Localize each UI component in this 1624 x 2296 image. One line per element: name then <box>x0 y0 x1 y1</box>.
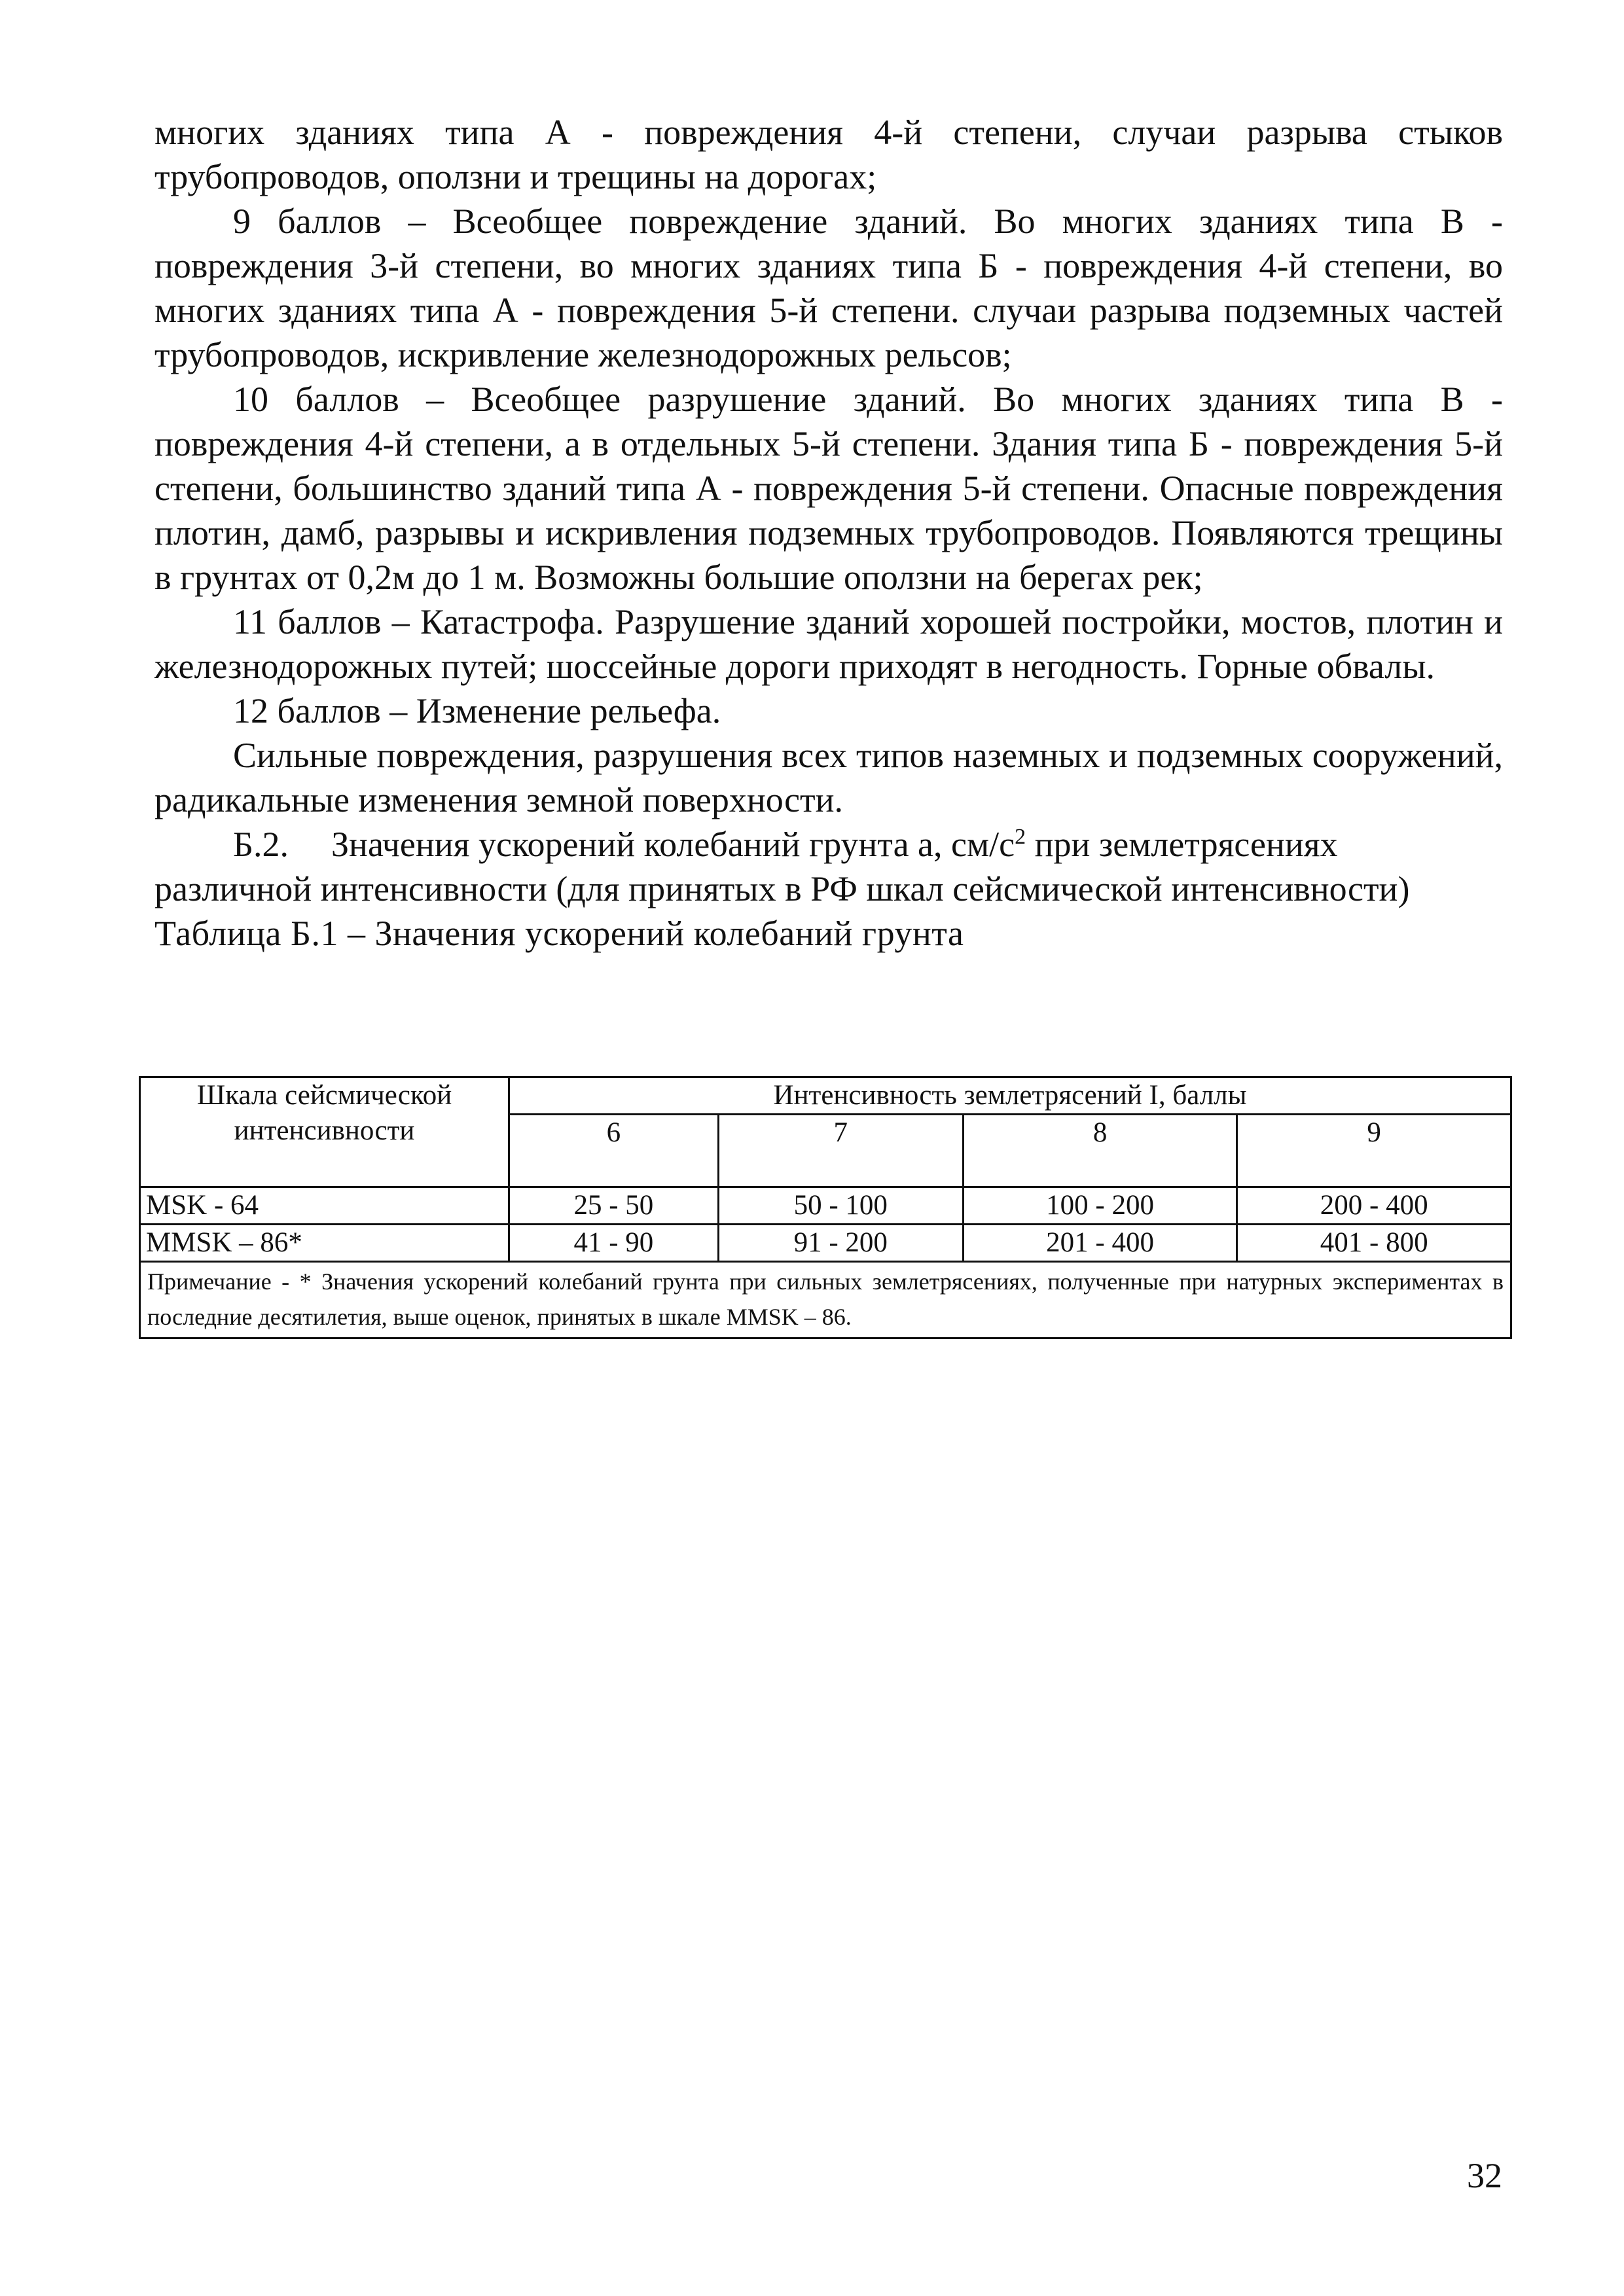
paragraph-strong-damage: Сильные повреждения, разрушения всех типов наземных и подземных сооружений, радикальные изменения земной поверхности. <box>154 736 1503 819</box>
table-cell: 100 - 200 <box>963 1187 1237 1225</box>
table-cell: 25 - 50 <box>509 1187 719 1225</box>
section-b2-heading <box>154 822 1503 911</box>
table-cell: 401 - 800 <box>1237 1225 1511 1262</box>
paragraph-continuation: многих зданиях типа А - повреждения 4-й степени, случаи разрыва стыков трубопроводов, оползни и трещины на дорогах; <box>154 113 1503 196</box>
intensity-column-8: 8 <box>963 1115 1237 1187</box>
intensity-column-9: 9 <box>1237 1115 1511 1187</box>
table-cell: 91 - 200 <box>718 1225 963 1262</box>
intensity-header: Интенсивность землетрясений I, баллы <box>509 1077 1511 1115</box>
table-cell: 201 - 400 <box>963 1225 1237 1262</box>
acceleration-table <box>139 1076 1512 1339</box>
table-cell: 50 - 100 <box>718 1187 963 1225</box>
section-b2-label: Б.2. <box>233 825 289 864</box>
section-b2-superscript: 2 <box>1015 825 1026 849</box>
intensity-column-7: 7 <box>718 1115 963 1187</box>
paragraph-10-points: 10 баллов – Всеобщее разрушение зданий. Во многих зданиях типа В - повреждения 4-й степени, а в отдельных 5-й степени. Здания типа Б - повреждения 5-й степени, большинство зданий типа А - повреждения 5-й степени. Опасные повреждения плотин, дамб, разрывы и искривления подземных трубопроводов. Появляются трещины в грунтах от 0,2м до 1 м. Возможны большие оползни на берегах рек; <box>154 380 1503 597</box>
table-note-row <box>140 1262 1511 1338</box>
body-text <box>154 110 1503 956</box>
table-caption: Таблица Б.1 – Значения ускорений колебаний грунта <box>154 914 964 953</box>
section-b2-text-before: Значения ускорений колебаний грунта a, см/с <box>331 825 1015 864</box>
paragraph-11-points: 11 баллов – Катастрофа. Разрушение зданий хорошей постройки, мостов, плотин и железнодорожных путей; шоссейные дороги приходят в негодность. Горные обвалы. <box>154 602 1503 686</box>
scale-header: Шкала сейсмической интенсивности <box>140 1077 509 1187</box>
page-number: 32 <box>1467 2156 1502 2195</box>
table-cell: 200 - 400 <box>1237 1187 1511 1225</box>
intensity-column-6: 6 <box>509 1115 719 1187</box>
table-row <box>140 1187 1511 1225</box>
table-row <box>140 1225 1511 1262</box>
row-scale-mmsk86: MMSK – 86* <box>140 1225 509 1262</box>
row-scale-msk64: MSK - 64 <box>140 1187 509 1225</box>
table-cell: 41 - 90 <box>509 1225 719 1262</box>
paragraph-9-points: 9 баллов – Всеобщее повреждение зданий. Во многих зданиях типа В - повреждения 3-й степени, во многих зданиях типа Б - повреждения 4-й степени, во многих зданиях типа А - повреждения 5-й степени. случаи разрыва подземных частей трубопроводов, искривление железнодорожных рельсов; <box>154 202 1503 374</box>
table-header-row <box>140 1077 1511 1115</box>
paragraph-12-points: 12 баллов – Изменение рельефа. <box>233 691 721 730</box>
table-note: Примечание - * Значения ускорений колебаний грунта при сильных землетрясениях, полученные при натурных экспериментах в последние десятилетия, выше оценок, принятых в шкале MMSK – 86. <box>140 1262 1511 1338</box>
section-b2-text-after: при землетрясениях различной интенсивности (для принятых в РФ шкал сейсмической интенсивности) <box>154 825 1410 908</box>
